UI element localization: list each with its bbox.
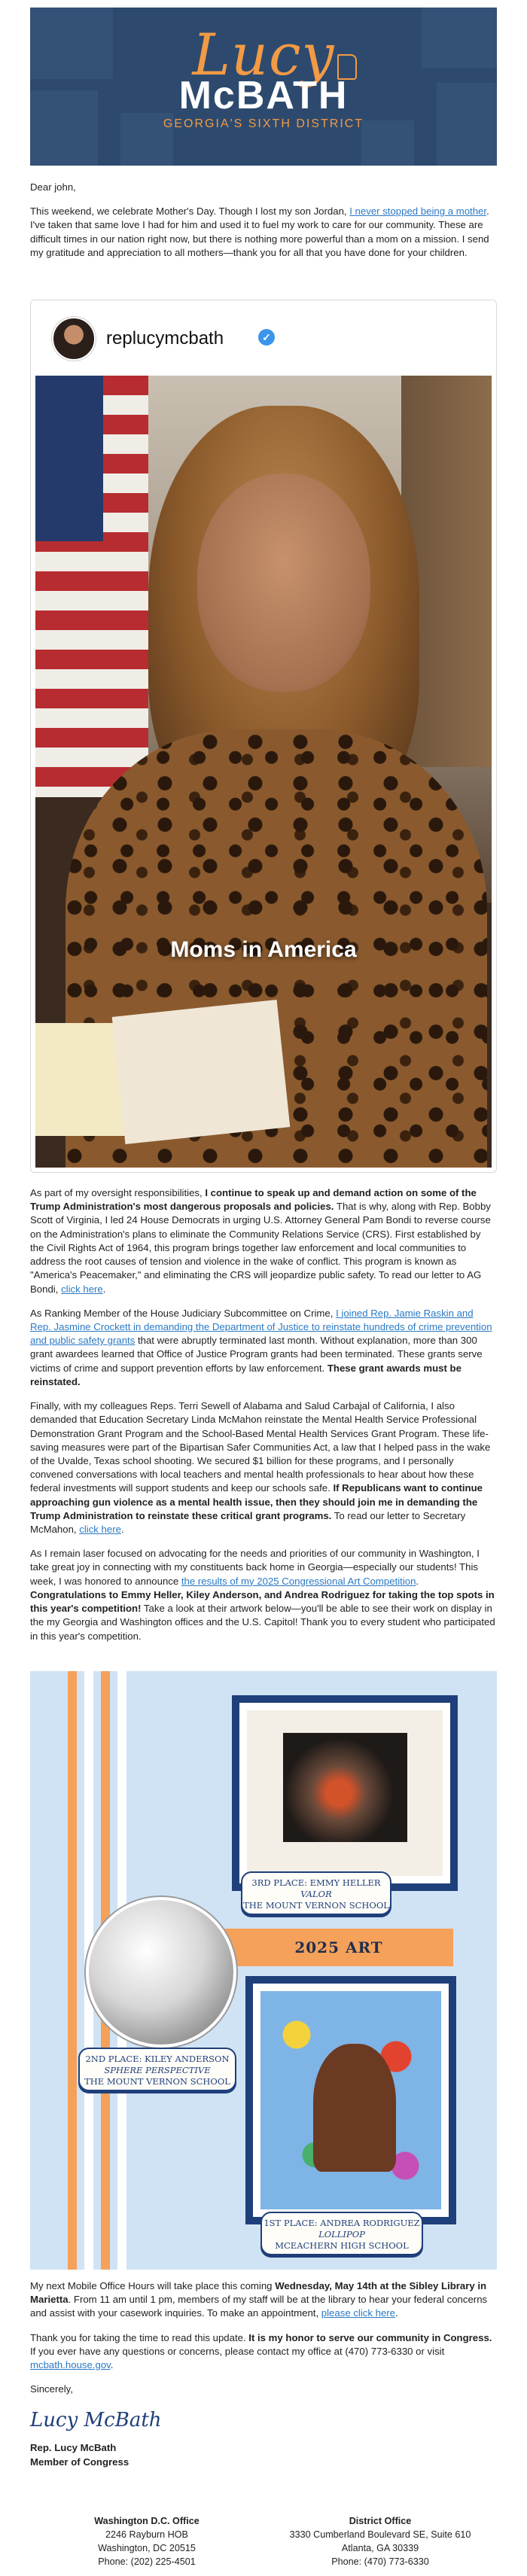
third-place-title: VALOR [300, 1889, 332, 1899]
second-place-school: THE MOUNT VERNON SCHOOL [84, 2076, 230, 2087]
second-place-name: 2ND PLACE: KILEY ANDERSON [85, 2054, 230, 2064]
logo-district: GEORGIA'S SIXTH DISTRICT [163, 117, 364, 130]
office-heading: Washington D.C. Office [94, 2516, 200, 2526]
thanks-text-2: If you ever have any questions or concerns, please contact my office at (470) 773-6330 or visit [30, 2345, 445, 2357]
crs-bold: I continue to speak up and demand action on some of the Trump Administration's most dangerous proposals and policies. [30, 1187, 477, 1213]
appointment-link[interactable]: please click here [321, 2307, 396, 2319]
office-phone: Phone: (470) 773-6330 [331, 2556, 429, 2567]
third-place-frame [232, 1695, 458, 1891]
doj-bold: These grant awards must be reinstated. [30, 1362, 462, 1387]
post-photo[interactable] [35, 376, 492, 1168]
office-address-line: 3330 Cumberland Boulevard SE, Suite 610 [289, 2529, 471, 2540]
sign-name: Rep. Lucy McBath [30, 2442, 117, 2454]
crs-paragraph [30, 1186, 497, 1296]
closing-text: Sincerely, [30, 2383, 73, 2395]
first-place-title: LOLLIPOP [318, 2229, 365, 2240]
header-banner [30, 8, 497, 166]
mental-bold: If Republicans want to continue approaching gun violence as a mental health issue, then they should join me in demanding the Trump Administration to reinstate these critical grant programs. [30, 1482, 483, 1521]
verified-badge-icon: ✓ [258, 329, 275, 346]
crs-text-2: That is why, along with Rep. Bobby Scott of Virginia, I led 24 House Democrats in urging U.S. Attorney General Pam Bondi to reverse course on the Administration's plans to eliminate the Community Relations Service (CRS). First established by the Civil Rights Act of 1964, this program brings together law enforcement and local communities to address the root causes of tension and violence in the wake of conflict. This program is known as "America's Peacemaker," and eliminating the CRS will jeopardize public safety. To read our letter to AG Bondi, [30, 1201, 491, 1295]
third-place-plaque [241, 1871, 391, 1915]
paper-sheet [112, 1000, 291, 1144]
office-addresses [30, 2514, 497, 2568]
second-place-plaque [78, 2048, 236, 2091]
body-section [30, 1186, 497, 1654]
logo-first-name: Lucy [192, 21, 335, 88]
signature: Lucy McBath [30, 2408, 162, 2431]
art-competition-title: 2025 ART [224, 1929, 453, 1966]
portrait-figure [313, 2044, 396, 2172]
office-text-1: My next Mobile Office Hours will take place this coming [30, 2280, 276, 2291]
frame-mat [247, 1710, 443, 1876]
website-link[interactable]: mcbath.house.gov [30, 2359, 111, 2371]
mental-text-1: Finally, with my colleagues Reps. Terri Sewell of Alabama and Salud Carbajal of California, I also demanded that Education Secretary Linda McMahon reinstate the Mental Health Service Professional Demonstration Grant Program and the School-Based Mental Health Services Grant Program. These life-saving measures were part of the Bipartisan Safer Communities Act, a law that I helped pass in the wake of the Uvalde, Texas school shooting. We secured $1 billion for these programs, and I personally convened conversations with local teachers and mental health professionals to hear about how these federal investments will support students and keep our schools safe. [30, 1400, 491, 1494]
crs-letter-link[interactable]: click here [61, 1283, 103, 1295]
district-office [264, 2514, 497, 2568]
thanks-paragraph [30, 2331, 497, 2373]
art-text-1: As I remain laser focused on advocating for the needs and priorities of our community in Washington, I take great joy in connecting with my constituents back home in Georgia—especially our students! This week, I was honored to announce [30, 1548, 480, 1587]
mental-end: . [120, 1524, 124, 1536]
art-text-2: . [416, 1575, 419, 1587]
avatar[interactable] [52, 317, 96, 361]
intro-section [30, 181, 497, 270]
instagram-post[interactable] [30, 300, 497, 1173]
art-text-3: Take a look at their artwork below—you'll be able to see their work on display in the my Georgia and Washington offices and the U.S. Capitol! Thank you to every student who participated in this year's competition. [30, 1603, 495, 1642]
stripe [68, 1671, 77, 2270]
sphere-artwork [86, 1897, 236, 2048]
thanks-bold: It is my honor to serve our community in Congress. [248, 2331, 492, 2343]
intro-text-1: This weekend, we celebrate Mother's Day. Though I lost my son Jordan, [30, 206, 350, 218]
logo [30, 21, 497, 132]
doj-text-2: that were abruptly terminated last month. Without explanation, more than 300 grant awardees learned that Office of Justice Program grants had been terminated. These grants serve victims of crime and support prevention efforts by law enforcement. [30, 1335, 483, 1374]
thanks-text-1: Thank you for taking the time to read this update. [30, 2331, 249, 2343]
photo-caption: Moms in America [170, 937, 357, 962]
office-end: . [395, 2307, 398, 2319]
doj-text-1: As Ranking Member of the House Judiciary Subcommittee on Crime, [30, 1307, 337, 1319]
art-results-link[interactable]: the results of my 2025 Congressional Art Competition [181, 1575, 416, 1587]
valor-artwork [283, 1733, 407, 1842]
person-face [197, 473, 370, 692]
sign-title: Member of Congress [30, 2456, 129, 2468]
instagram-handle[interactable]: replucymcbath [106, 328, 224, 349]
third-place-name: 3RD PLACE: EMMY HELLER [251, 1877, 381, 1888]
first-place-plaque [260, 2212, 423, 2255]
mental-text-2: To read our letter to Secretary McMahon, [30, 1509, 466, 1536]
never-stopped-link[interactable]: I never stopped being a mother [349, 206, 487, 218]
doj-grants-link[interactable]: I joined Rep. Jamie Raskin and Rep. Jasmine Crockett in demanding the Department of Justice to reinstate hundreds of crime prevention and public safety grants [30, 1307, 492, 1347]
office-address-line: Washington, DC 20515 [98, 2543, 196, 2553]
lollipop-artwork [260, 1991, 441, 2209]
third-place-school: THE MOUNT VERNON SCHOOL [243, 1900, 389, 1911]
intro-paragraph [30, 205, 497, 260]
flag-canton [35, 376, 103, 541]
second-place-title: SPHERE PERSPECTIVE [104, 2065, 211, 2075]
first-place-school: MCEACHERN HIGH SCHOOL [275, 2240, 409, 2251]
office-bold: Wednesday, May 14th at the Sibley Library in Marietta [30, 2280, 487, 2306]
closing-section [30, 2279, 497, 2469]
doj-paragraph [30, 1307, 497, 1389]
dc-office [30, 2514, 264, 2568]
office-text-2: . From 11 am until 1 pm, members of my staff will be at the library to hear your federal concerns and assist with your casework inquiries. To make an appointment, [30, 2294, 488, 2319]
office-phone: Phone: (202) 225-4501 [98, 2556, 196, 2567]
art-bold: Congratulations to Emmy Heller, Kiley Anderson, and Andrea Rodriguez for taking the top spots in this year's competition! [30, 1588, 495, 1615]
thanks-end: . [110, 2359, 114, 2371]
office-heading: District Office [349, 2516, 412, 2526]
crs-text-1: As part of my oversight responsibilities, [30, 1187, 206, 1198]
office-address-line: 2246 Rayburn HOB [105, 2529, 188, 2540]
mental-health-paragraph [30, 1399, 497, 1536]
intro-text-2: . I've taken that same love I had for him and used it to fuel my work to care for our community. These are difficult times in our nation right now, but there is nothing more powerful than a mom on a mission. I send my gratitude and appreciation to all mothers—thank you for all that you have done for your children. [30, 206, 489, 258]
first-place-frame [245, 1976, 456, 2224]
mcmahon-letter-link[interactable]: click here [79, 1524, 121, 1536]
mobile-office-paragraph [30, 2279, 497, 2321]
crs-end: . [102, 1283, 106, 1295]
office-address-line: Atlanta, GA 30339 [341, 2543, 419, 2553]
greeting: Dear john, [30, 181, 76, 193]
first-place-name: 1ST PLACE: ANDREA RODRIGUEZ [264, 2218, 420, 2228]
art-paragraph [30, 1547, 497, 1643]
art-competition-graphic [30, 1671, 497, 2270]
logo-last-name: McBATH [178, 74, 349, 117]
